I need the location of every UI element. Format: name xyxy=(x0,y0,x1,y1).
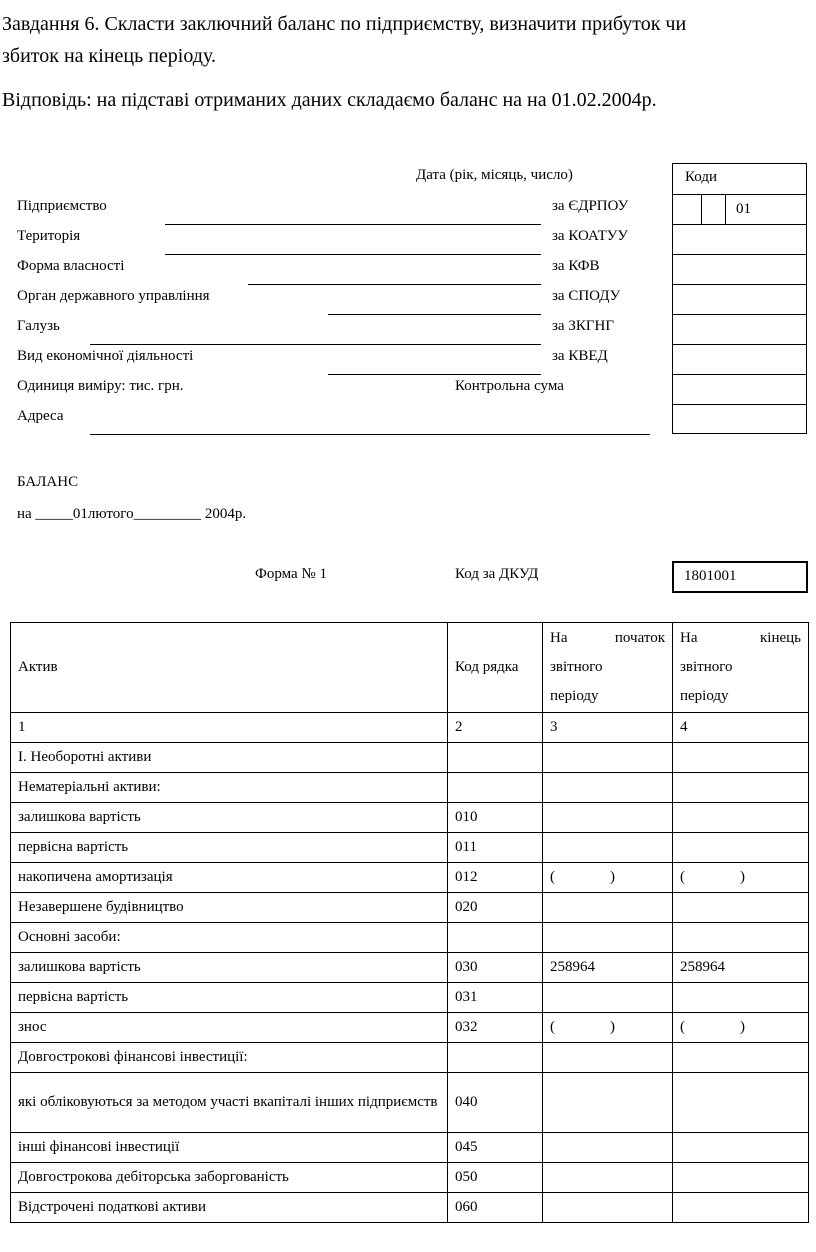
row-name: Довгострокова дебіторська заборгованість xyxy=(11,1163,448,1193)
row-start xyxy=(543,833,673,863)
row-name: залишкова вартість xyxy=(11,953,448,983)
industry-label: Галузь xyxy=(17,318,60,334)
row-name: Відстрочені податкові активи xyxy=(11,1193,448,1223)
row-start xyxy=(543,983,673,1013)
form-number: Форма № 1 xyxy=(255,566,327,582)
row-code: 040 xyxy=(448,1073,543,1133)
row-end xyxy=(673,1163,809,1193)
address-label: Адреса xyxy=(17,408,64,424)
ownership-line xyxy=(248,284,541,285)
header-end-word-2: кінець xyxy=(759,630,801,646)
row-start xyxy=(543,773,673,803)
row-end xyxy=(673,1013,809,1043)
balance-table xyxy=(10,622,809,1223)
row-code: 060 xyxy=(448,1193,543,1223)
row-end xyxy=(673,1193,809,1223)
date-label: Дата (рік, місяць, число) xyxy=(416,167,573,183)
table-row xyxy=(11,953,809,983)
gov-body-label: Орган державного управління xyxy=(17,288,210,304)
row-code: 010 xyxy=(448,803,543,833)
paren-close: ) xyxy=(740,1019,745,1035)
row-end xyxy=(673,803,809,833)
territory-label: Територія xyxy=(17,228,81,244)
header-start-word-2: початок xyxy=(614,630,665,646)
table-row xyxy=(11,1013,809,1043)
task-line-1: Завдання 6. Скласти заключний баланс по підприємству, визначити прибуток чи xyxy=(2,13,687,35)
row-name: які обліковуються за методом участі вкапіталі інших підприємств xyxy=(11,1073,448,1133)
row-name: Незавершене будівництво xyxy=(11,893,448,923)
table-row xyxy=(11,893,809,923)
paren-open: ( xyxy=(680,1019,685,1035)
row-code: 030 xyxy=(448,953,543,983)
codes-box xyxy=(672,163,807,434)
row-end: 258964 xyxy=(673,953,809,983)
row-name: Нематеріальні активи: xyxy=(11,773,448,803)
row-end xyxy=(673,983,809,1013)
paren-open: ( xyxy=(550,869,555,885)
paren-close: ) xyxy=(610,869,615,885)
enterprise-line xyxy=(165,224,541,225)
row-end xyxy=(673,893,809,923)
table-row xyxy=(11,1133,809,1163)
row-name: Довгострокові фінансові інвестиції: xyxy=(11,1043,448,1073)
enterprise-label: Підприємство xyxy=(17,198,107,214)
paren-close: ) xyxy=(610,1019,615,1035)
col-num-4: 4 xyxy=(673,713,809,743)
table-row xyxy=(11,833,809,863)
row-end xyxy=(673,1073,809,1133)
row-end xyxy=(673,923,809,953)
paren-open: ( xyxy=(550,1019,555,1035)
table-row xyxy=(11,1043,809,1073)
column-numbers-row xyxy=(11,713,809,743)
control-sum-label: Контрольна сума xyxy=(455,378,564,394)
header-end-word-1: На xyxy=(680,630,698,646)
table-header-row xyxy=(11,623,809,713)
row-code xyxy=(448,923,543,953)
balance-date: на _____01лютого_________ 2004р. xyxy=(17,506,247,522)
row-name: знос xyxy=(11,1013,448,1043)
row-code: 050 xyxy=(448,1163,543,1193)
row-code: 011 xyxy=(448,833,543,863)
row-name: накопичена амортизація xyxy=(11,863,448,893)
dkud-value: 1801001 xyxy=(684,568,737,584)
row-start xyxy=(543,1073,673,1133)
row-name: І. Необоротні активи xyxy=(11,743,448,773)
table-row xyxy=(11,743,809,773)
row-start xyxy=(543,923,673,953)
row-name: первісна вартість xyxy=(11,833,448,863)
kved-label: за КВЕД xyxy=(552,348,608,364)
col-num-3: 3 xyxy=(543,713,673,743)
header-start-line-3: періоду xyxy=(550,688,599,704)
row-start xyxy=(543,803,673,833)
row-name: Основні засоби: xyxy=(11,923,448,953)
row-code: 032 xyxy=(448,1013,543,1043)
table-row xyxy=(11,863,809,893)
row-code xyxy=(448,773,543,803)
dkud-box xyxy=(672,561,808,593)
row-name: залишкова вартість xyxy=(11,803,448,833)
header-asset: Актив xyxy=(11,623,448,713)
gov-body-line xyxy=(328,314,541,315)
row-start xyxy=(543,1043,673,1073)
row-code: 045 xyxy=(448,1133,543,1163)
table-row xyxy=(11,923,809,953)
header-start xyxy=(543,623,673,713)
row-start xyxy=(543,743,673,773)
header-end-line-3: періоду xyxy=(680,688,729,704)
row-start: 258964 xyxy=(543,953,673,983)
row-start xyxy=(543,863,673,893)
row-code: 020 xyxy=(448,893,543,923)
row-start xyxy=(543,893,673,923)
row-name: первісна вартість xyxy=(11,983,448,1013)
spodu-label: за СПОДУ xyxy=(552,288,621,304)
paren-close: ) xyxy=(740,869,745,885)
row-code xyxy=(448,1043,543,1073)
unit-label: Одиниця виміру: тис. грн. xyxy=(17,378,184,394)
zkgng-label: за ЗКГНГ xyxy=(552,318,615,334)
header-start-line-2: звітного xyxy=(550,659,603,675)
edrpou-label: за ЄДРПОУ xyxy=(552,198,629,214)
task-line-2: збиток на кінець періоду. xyxy=(2,45,216,67)
activity-label: Вид економічної діяльності xyxy=(17,348,194,364)
row-name: інші фінансові інвестиції xyxy=(11,1133,448,1163)
code-01: 01 xyxy=(736,201,751,217)
table-row xyxy=(11,1163,809,1193)
row-start xyxy=(543,1013,673,1043)
row-code xyxy=(448,743,543,773)
table-row xyxy=(11,1193,809,1223)
territory-line xyxy=(165,254,541,255)
paren-open: ( xyxy=(680,869,685,885)
industry-line xyxy=(90,344,541,345)
table-row xyxy=(11,773,809,803)
row-end xyxy=(673,773,809,803)
header-code: Код рядка xyxy=(448,623,543,713)
address-line xyxy=(90,434,650,435)
activity-line xyxy=(328,374,541,375)
row-end xyxy=(673,1043,809,1073)
table-row xyxy=(11,983,809,1013)
header-start-word-1: На xyxy=(550,630,568,646)
table-row xyxy=(11,1073,809,1133)
row-start xyxy=(543,1193,673,1223)
kfv-label: за КФВ xyxy=(552,258,600,274)
balance-title: БАЛАНС xyxy=(17,474,79,490)
task-line-3: Відповідь: на підставі отриманих даних складаємо баланс на на 01.02.2004р. xyxy=(2,89,657,111)
row-end xyxy=(673,1133,809,1163)
row-start xyxy=(543,1133,673,1163)
dkud-label: Код за ДКУД xyxy=(455,566,539,582)
header-end-line-2: звітного xyxy=(680,659,733,675)
koatuu-label: за КОАТУУ xyxy=(552,228,628,244)
col-num-1: 1 xyxy=(11,713,448,743)
col-num-2: 2 xyxy=(448,713,543,743)
row-code: 012 xyxy=(448,863,543,893)
row-start xyxy=(543,1163,673,1193)
row-code: 031 xyxy=(448,983,543,1013)
header-end xyxy=(673,623,809,713)
ownership-label: Форма власності xyxy=(17,258,125,274)
row-end xyxy=(673,833,809,863)
row-end xyxy=(673,863,809,893)
table-row xyxy=(11,803,809,833)
codes-label: Коди xyxy=(685,169,717,185)
row-end xyxy=(673,743,809,773)
